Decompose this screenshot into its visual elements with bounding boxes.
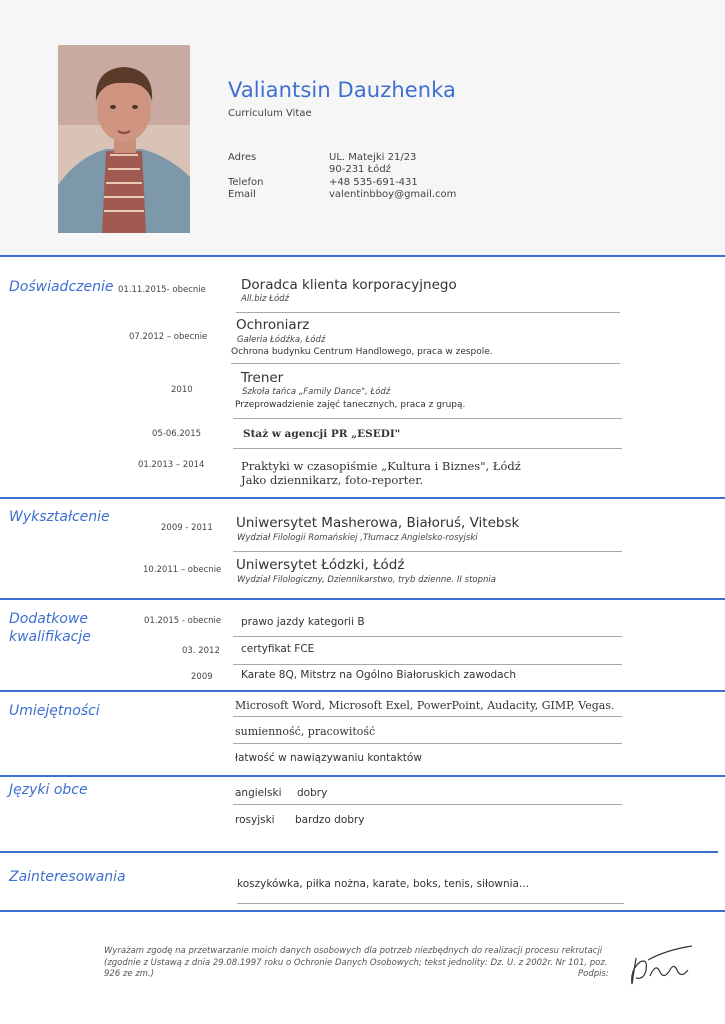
experience-description: Jako dziennikarz, foto-reporter. <box>241 473 424 487</box>
experience-position: Doradca klienta korporacyjnego <box>241 277 457 293</box>
section-title-interests: Zainteresowania <box>9 869 126 885</box>
section-divider <box>0 910 725 912</box>
phone-label: Telefon <box>228 177 264 188</box>
handwritten-signature <box>626 940 698 990</box>
qualification-text: Karate 8Q, Mitstrz na Ogólno Białoruskich zawodach <box>241 669 517 681</box>
experience-position: Ochroniarz <box>236 317 310 333</box>
experience-organization: Szkoła tańca „Family Dance", Łódź <box>242 387 391 397</box>
experience-date: 01.2013 – 2014 <box>138 460 205 470</box>
row-divider <box>233 636 622 637</box>
address-line2: 90-231 Łódź <box>329 164 391 175</box>
section-divider <box>0 598 725 600</box>
language-name: angielski <box>235 787 282 799</box>
education-faculty: Wydział Filologiczny, Dziennikarstwo, tryb dzienne. II stopnia <box>237 575 496 585</box>
row-divider <box>233 743 622 744</box>
education-faculty: Wydział Filologii Romańskiej ,Tłumacz Angielsko-rosyjski <box>237 533 478 543</box>
row-divider <box>233 448 622 449</box>
experience-description: Ochrona budynku Centrum Handlowego, praca w zespole. <box>231 347 493 357</box>
qualification-date: 01.2015 - obecnie <box>144 616 222 626</box>
row-divider <box>237 903 624 904</box>
row-divider <box>233 418 622 419</box>
phone-value: +48 535-691-431 <box>329 177 418 188</box>
skill-item: sumienność, pracowitość <box>235 725 376 738</box>
section-divider <box>0 690 725 692</box>
experience-date: 07.2012 – obecnie <box>129 332 208 342</box>
email-label: Email <box>228 189 256 200</box>
section-divider <box>0 851 718 853</box>
section-title-education: Wykształcenie <box>9 509 110 525</box>
address-label: Adres <box>228 152 257 163</box>
education-school: Uniwersytet Łódzki, Łódź <box>236 557 405 573</box>
data-consent-clause: Wyrażam zgodę na przetwarzanie moich danych osobowych dla potrzeb niezbędnych do realizacji procesu rekrutacji (zgodnie z Ustawą z dnia 29.08.1997 roku o Ochronie Danych Osobowych; tekst jednolity: Dz. U. z 2002r. Nr 101, poz. 926 ze zm.) <box>104 946 608 979</box>
section-divider <box>0 497 725 499</box>
email-value: valentinbboy@gmail.com <box>329 189 457 200</box>
experience-position: Trener <box>241 370 284 386</box>
cv-header <box>0 0 725 255</box>
language-level: dobry <box>297 787 328 799</box>
experience-position: Praktyki w czasopiśmie „Kultura i Biznes", Łódź <box>241 459 521 473</box>
section-title-qualifications: Dodatkowe <box>9 611 89 627</box>
experience-date: 2010 <box>171 385 193 395</box>
qualification-date: 2009 <box>191 672 213 682</box>
language-level: bardzo dobry <box>295 814 365 826</box>
section-divider <box>0 775 725 777</box>
experience-position: Staż w agencji PR „ESEDI" <box>243 428 401 440</box>
row-divider <box>233 551 622 552</box>
education-date: 10.2011 – obecnie <box>143 565 222 575</box>
row-divider <box>231 363 620 364</box>
qualification-date: 03. 2012 <box>182 646 220 656</box>
experience-organization: Galeria Łódźka, Łódź <box>237 335 326 345</box>
row-divider <box>236 312 620 313</box>
education-date: 2009 - 2011 <box>161 523 213 533</box>
skill-item: łatwość w nawiązywaniu kontaktów <box>235 752 422 764</box>
experience-date: 01.11.2015- obecnie <box>118 285 206 295</box>
section-title-skills: Umiejętności <box>9 703 100 719</box>
row-divider <box>233 804 622 805</box>
experience-organization: All.biz Łódź <box>241 294 289 304</box>
signature-label: Podpis: <box>578 969 609 979</box>
experience-date: 05-06.2015 <box>152 429 202 439</box>
language-name: rosyjski <box>235 814 275 826</box>
skill-item: Microsoft Word, Microsoft Exel, PowerPoint, Audacity, GIMP, Vegas. <box>235 699 615 712</box>
section-title-experience: Doświadczenie <box>9 279 114 295</box>
row-divider <box>233 664 622 665</box>
section-title-qualifications-line2: kwalifikacje <box>9 629 91 645</box>
experience-description: Przeprowadzienie zajęć tanecznych, praca z grupą. <box>235 400 466 410</box>
profile-photo <box>58 45 190 233</box>
section-divider <box>0 255 725 257</box>
full-name: Valiantsin Dauzhenka <box>228 78 457 102</box>
document-subtitle: Curriculum Vitae <box>228 108 312 119</box>
row-divider <box>233 716 622 717</box>
section-title-languages: Języki obce <box>9 782 88 798</box>
qualification-text: prawo jazdy kategorii B <box>241 616 365 628</box>
qualification-text: certyfikat FCE <box>241 643 315 655</box>
address-line1: UL. Matejki 21/23 <box>329 152 417 163</box>
education-school: Uniwersytet Masherowa, Białoruś, Vitebsk <box>236 515 520 531</box>
interests-text: koszykówka, piłka nożna, karate, boks, tenis, siłownia... <box>237 878 529 890</box>
